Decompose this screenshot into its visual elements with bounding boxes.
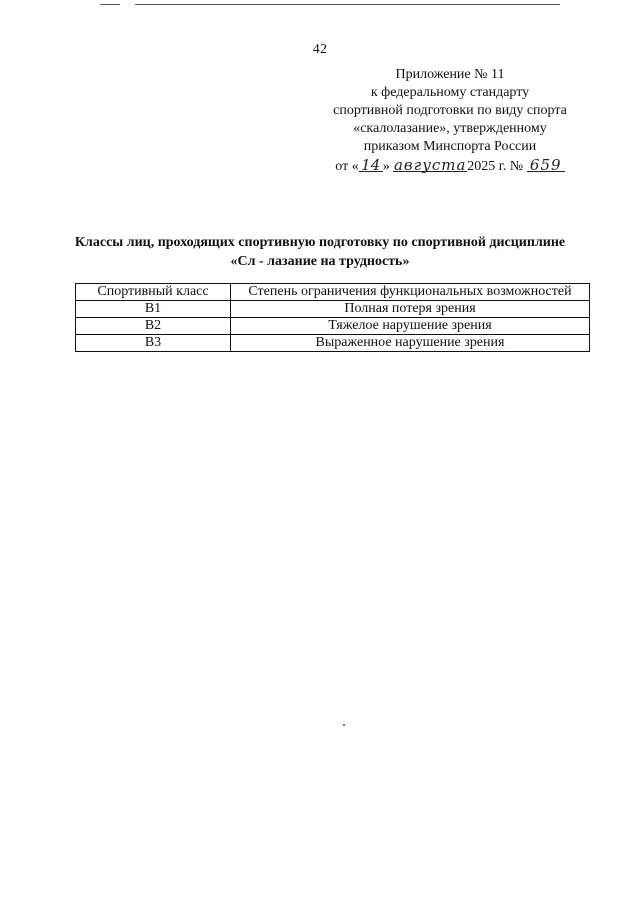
header-sport-class: Спортивный класс xyxy=(76,284,231,301)
table-header-row xyxy=(76,284,590,301)
page-number: 42 xyxy=(312,42,328,57)
sport-classes-table xyxy=(75,283,590,352)
scan-speck xyxy=(343,724,345,726)
cell-description: Тяжелое нарушение зрения xyxy=(231,318,590,335)
scan-edge-line xyxy=(135,4,560,5)
appendix-line-5: приказом Минспорта России xyxy=(363,139,537,154)
handwritten-month: августа xyxy=(393,156,467,174)
appendix-line-1: Приложение № 11 xyxy=(395,67,505,82)
scan-edge-mark xyxy=(100,4,120,5)
table-row xyxy=(76,318,590,335)
appendix-line-2: к федеральному стандарту xyxy=(370,85,530,100)
header-limitation-degree: Степень ограничения функциональных возможностей xyxy=(231,284,590,301)
document-title xyxy=(20,233,620,271)
title-line-2: «Сл - лазание на трудность» xyxy=(230,254,410,269)
cell-description: Выраженное нарушение зрения xyxy=(231,335,590,352)
cell-class: B3 xyxy=(76,335,231,352)
appendix-header xyxy=(300,66,600,176)
title-line-1: Классы лиц, проходящих спортивную подготовку по спортивной дисциплине xyxy=(74,235,566,250)
date-year: 2025 г. № xyxy=(467,159,524,174)
cell-class: B1 xyxy=(76,301,231,318)
appendix-line-3: спортивной подготовки по виду спорта xyxy=(333,103,567,118)
handwritten-day: 14 xyxy=(359,156,383,174)
table-row xyxy=(76,335,590,352)
appendix-date-line xyxy=(300,156,600,176)
cell-class: B2 xyxy=(76,318,231,335)
appendix-line-4: «скалолазание», утвержденному xyxy=(353,121,547,136)
handwritten-order-number: 659 xyxy=(527,156,565,174)
table-row xyxy=(76,301,590,318)
date-prefix: от « xyxy=(335,159,359,174)
date-mid: » xyxy=(382,159,390,174)
cell-description: Полная потеря зрения xyxy=(231,301,590,318)
